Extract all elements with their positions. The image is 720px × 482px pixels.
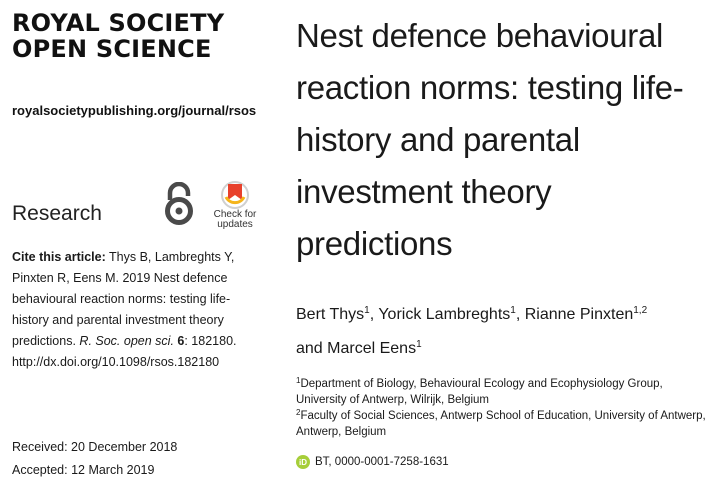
orcid-row[interactable] (296, 455, 449, 469)
received-date: Received: 20 December 2018 (12, 440, 178, 454)
cite-text: Thys B, Lambreghts Y, Pinxten R, Eens M. 2019 Nest defence behavioural reaction norms: testing life-history and parental investment theory predictions. (12, 250, 235, 348)
article-title: Nest defence behavioural reaction norms: testing life-history and parental investment theory predictions (296, 17, 684, 262)
author[interactable]: Yorick Lambreghts$^1$ (378, 305, 516, 323)
dates-block (12, 436, 177, 482)
open-access-icon (161, 182, 197, 226)
author[interactable]: Rianne Pinxten$^{1,2}$ (524, 305, 648, 323)
journal-url[interactable]: royalsocietypublishing.org/journal/rsos (12, 103, 257, 118)
orcid-icon: iD (296, 455, 310, 469)
cite-volume: 6 (177, 334, 185, 348)
journal-name-line1: ROYAL SOCIETY (12, 9, 225, 37)
cite-doi[interactable]: http://dx.doi.org/10.1098/rsos.182180 (12, 355, 220, 369)
citation-block (12, 247, 260, 373)
accepted-date: Accepted: 12 March 2019 (12, 463, 155, 477)
crossmark-icon[interactable] (217, 180, 253, 210)
section-label: Research (12, 202, 102, 225)
author[interactable]: and Marcel Eens$^1$ (296, 339, 422, 357)
check-for-updates-label[interactable]: Check for updates (213, 209, 257, 230)
cite-journal: R. Soc. open sci. (79, 334, 174, 348)
cite-article: : 182180. (184, 334, 237, 348)
author-list: Bert Thys$^1$, Yorick Lambreghts$^1$, Rianne Pinxten$^{1,2}$ and Marcel Eens$^1$ (296, 305, 648, 357)
cite-label: Cite this article: (12, 250, 106, 264)
orcid-id[interactable]: BT, 0000-0001-7258-1631 (315, 456, 449, 468)
journal-name-line2: OPEN SCIENCE (12, 35, 212, 63)
affiliation-item: $^1$Department of Biology, Behavioural Ecology and Ecophysiology Group, University of Antwerp, Wilrijk, Belgium (296, 376, 663, 406)
author[interactable]: Bert Thys$^1$ (296, 305, 370, 323)
journal-name (12, 10, 224, 62)
affiliations (296, 376, 706, 440)
affiliation-item: $^2$Faculty of Social Sciences, Antwerp School of Education, University of Antwerp, Antwerp, Belgium (296, 408, 706, 438)
